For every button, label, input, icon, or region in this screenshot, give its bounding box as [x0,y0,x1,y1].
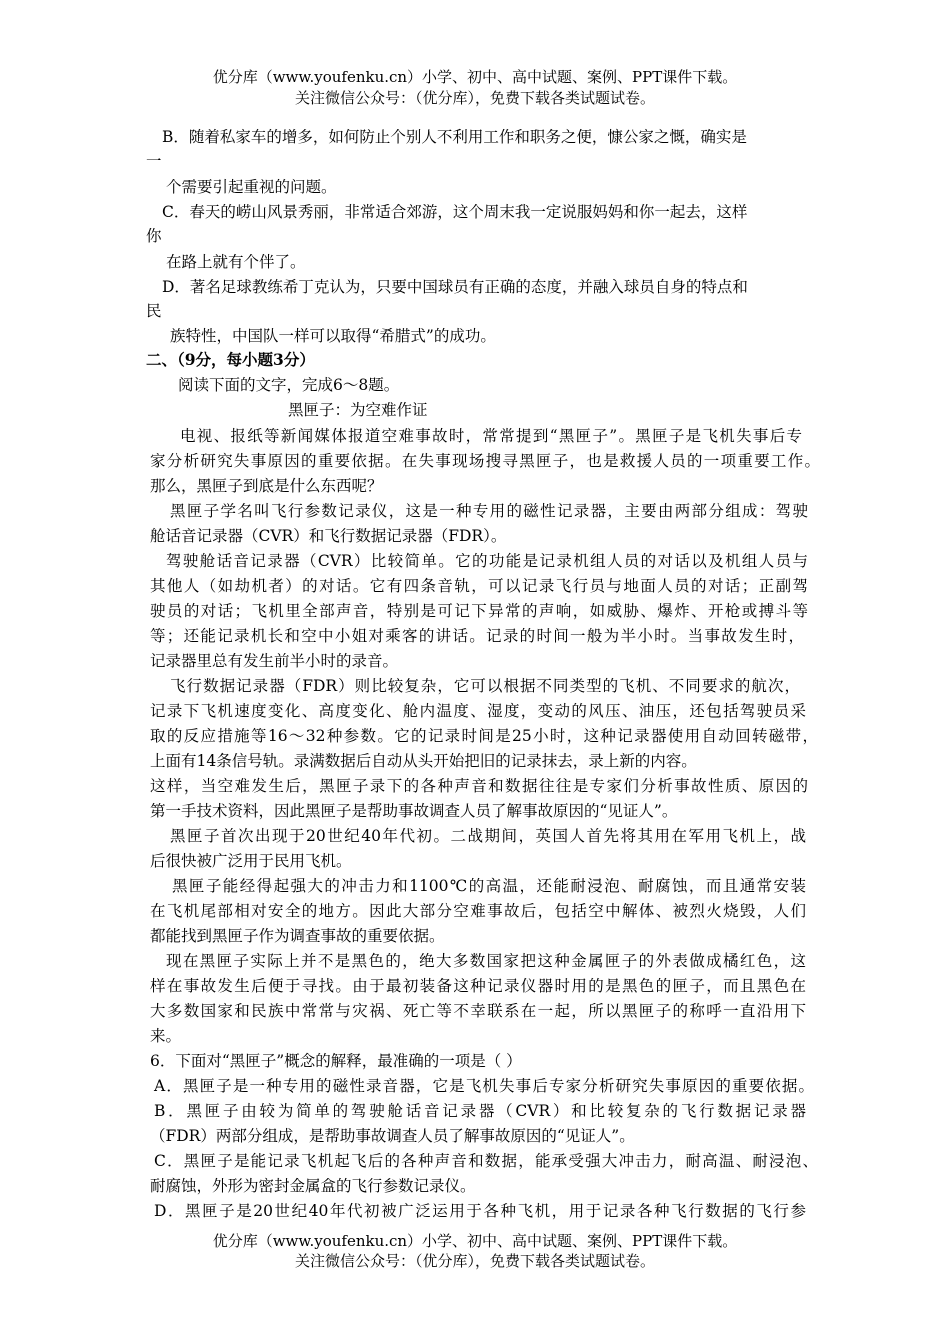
article-line: 黑匣子首次出现于20世纪40年代初。二战期间，英国人首先将其用在军用飞机上，战 [170,827,806,845]
article-line: 驾驶舱话音记录器（CVR）比较简单。它的功能是记录机组人员的对话以及机组人员与 [166,552,808,570]
article-line: 这样，当空难发生后，黑匣子录下的各种声音和数据往往是专家们分析事故性质、原因的 [150,777,808,795]
article-line: 其他人（如劫机者）的对话。它有四条音轨，可以记录飞行员与地面人员的对话；正副驾 [150,577,808,595]
question-6-option-b-cont: （FDR）两部分组成，是帮助事故调查人员了解事故原因的“见证人”。 [150,1127,635,1145]
article-line: 后很快被广泛用于民用飞机。 [150,852,352,870]
article-line: 第一手技术资料，因此黑匣子是帮助事故调查人员了解事故原因的“见证人”。 [150,802,678,820]
article-line: 取的反应措施等16～32种参数。它的记录时间是25小时，这种记录器使用自动回转磁带， [150,727,818,745]
article-line: 记录器里总有发生前半小时的录音。 [150,652,399,670]
option-b-wrap: 一 [146,152,162,170]
section-heading: 二、（9分，每小题3分） [146,350,315,369]
page-header-line-2: 关注微信公众号：（优分库），免费下载各类试题试卷。 [294,89,655,107]
question-6-stem: 6．下面对“黑匣子”概念的解释，最准确的一项是（ ） [150,1052,522,1070]
article-line: 舱话音记录器（CVR）和飞行数据记录器（FDR）。 [150,527,507,545]
question-6-option-a: A．黑匣子是一种专用的磁性录音器，它是飞机失事后专家分析研究失事原因的重要依据。 [154,1077,814,1095]
question-6-option-d: D．黑匣子是20世纪40年代初被广泛运用于各种飞机，用于记录各种飞行数据的飞行参 [154,1202,806,1220]
reading-instruction: 阅读下面的文字，完成6～8题。 [178,376,400,394]
page-footer-line-2: 关注微信公众号：（优分库），免费下载各类试题试卷。 [294,1252,655,1270]
article-line: 驶员的对话；飞机里全部声音，特别是可记下异常的声响，如威胁、爆炸、开枪或搏斗等 [150,602,808,620]
option-c-wrap: 你 [146,227,162,245]
article-line: 黑匣子能经得起强大的冲击力和1100℃的高温，还能耐浸泡、耐腐蚀，而且通常安装 [172,877,806,895]
article-line: 电视、报纸等新闻媒体报道空难事故时，常常提到“黑匣子”。黑匣子是飞机失事后专 [180,427,802,445]
option-c-line-1: C．春天的崂山风景秀丽，非常适合郊游，这个周末我一定说服妈妈和你一起去，这样 [162,203,748,221]
article-line: 飞行数据记录器（FDR）则比较复杂，它可以根据不同类型的飞机、不同要求的航次， [170,677,800,695]
page-header-line-1: 优分库（www.youfenku.cn）小学、初中、高中试题、案例、PPT课件下载。 [212,68,738,86]
article-line: 那么，黑匣子到底是什么东西呢？ [150,477,383,495]
question-6-option-c: C．黑匣子是能记录飞机起飞后的各种声音和数据，能承受强大冲击力，耐高温、耐浸泡、 [154,1152,818,1170]
question-6-option-c-cont: 耐腐蚀，外形为密封金属盒的飞行参数记录仪。 [150,1177,476,1195]
article-line: 大多数国家和民族中常常与灾祸、死亡等不幸联系在一起，所以黑匣子的称呼一直沿用下 [150,1002,806,1020]
option-b-line-1: B．随着私家车的增多，如何防止个别人不利用工作和职务之便，慷公家之慨，确实是 [162,128,747,146]
article-line: 现在黑匣子实际上并不是黑色的，绝大多数国家把这种金属匣子的外表做成橘红色，这 [166,952,806,970]
option-d-line-1: D．著名足球教练希丁克认为，只要中国球员有正确的态度，并融入球员自身的特点和 [162,278,748,296]
option-c-line-2: 在路上就有个伴了。 [166,253,306,271]
article-line: 来。 [150,1027,182,1045]
question-6-option-b: B．黑匣子由较为简单的驾驶舱话音记录器（CVR）和比较复杂的飞行数据记录器 [154,1102,806,1120]
article-line: 记录下飞机速度变化、高度变化、舱内温度、湿度，变动的风压、油压，还包括驾驶员采 [150,702,806,720]
option-b-line-2: 个需要引起重视的问题。 [166,178,337,196]
article-line: 上面有14条信号轨。录满数据后自动从头开始把旧的记录抹去，录上新的内容。 [150,752,697,770]
article-line: 都能找到黑匣子作为调查事故的重要依据。 [150,927,445,945]
article-line: 样在事故发生后便于寻找。由于最初装备这种记录仪器时用的是黑色的匣子，而且黑色在 [150,977,806,995]
page-footer-line-1: 优分库（www.youfenku.cn）小学、初中、高中试题、案例、PPT课件下载。 [212,1232,738,1250]
option-d-wrap: 民 [146,302,162,320]
article-line: 等；还能记录机长和空中小姐对乘客的讲话。记录的时间一般为半小时。当事故发生时， [150,627,804,645]
article-line: 在飞机尾部相对安全的地方。因此大部分空难事故后，包括空中解体、被烈火烧毁，人们 [150,902,806,920]
article-title: 黑匣子：为空难作证 [288,401,428,419]
article-line: 家分析研究失事原因的重要依据。在失事现场搜寻黑匣子，也是救援人员的一项重要工作。 [150,452,820,470]
option-d-line-2: 族特性，中国队一样可以取得“希腊式”的成功。 [170,327,496,345]
article-line: 黑匣子学名叫飞行参数记录仪，这是一种专用的磁性记录器，主要由两部分组成：驾驶 [170,502,808,520]
